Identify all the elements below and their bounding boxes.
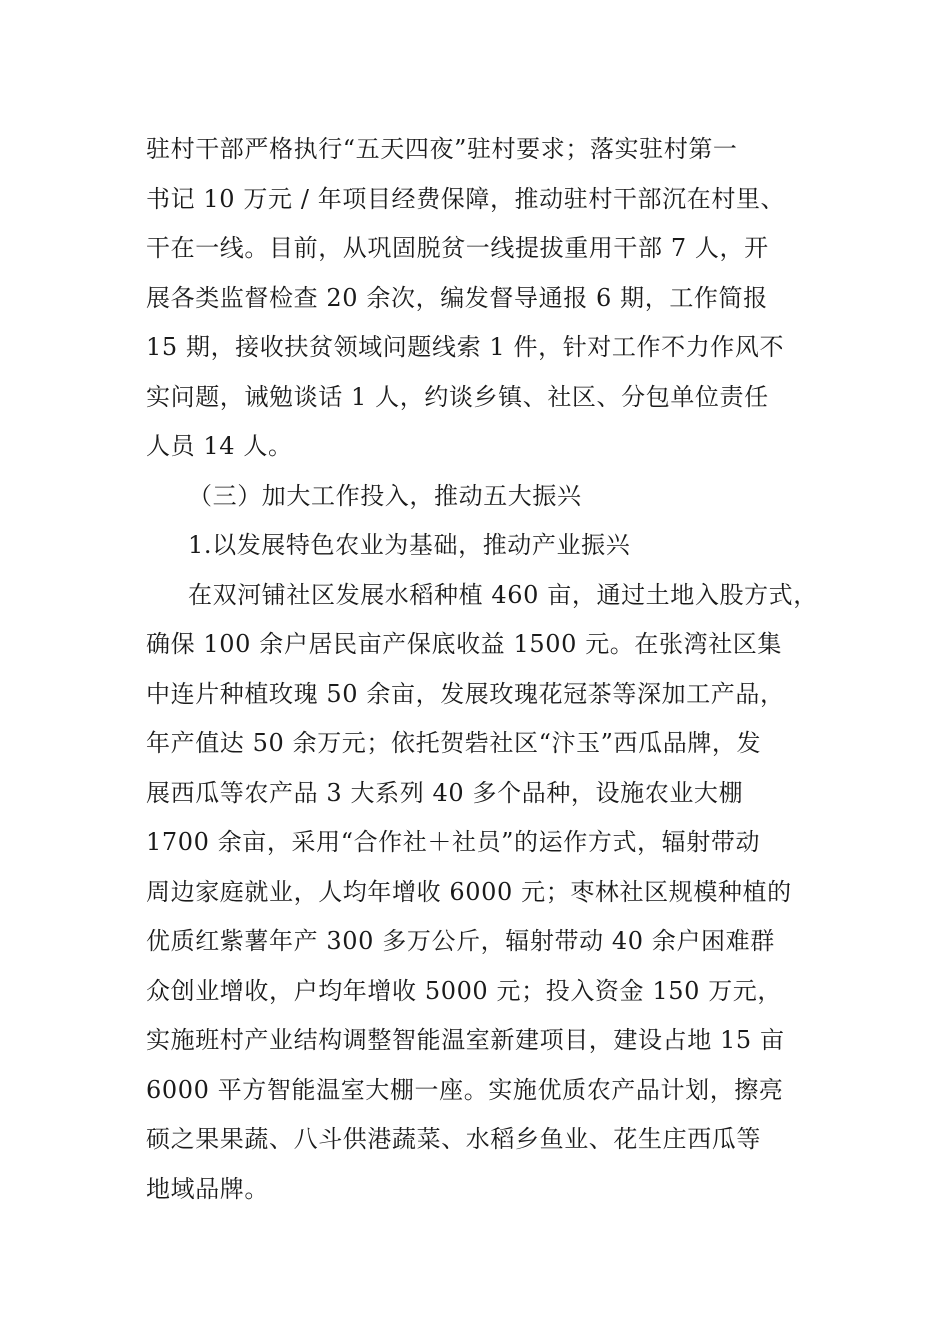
paragraph-line: 干在一线。目前，从巩固脱贫一线提拔重用干部 7 人，开 [146,234,769,262]
paragraph-line: 实施班村产业结构调整智能温室新建项目，建设占地 15 亩 [146,1026,785,1054]
paragraph-line: 人员 14 人。 [146,432,293,460]
paragraph-line: 众创业增收，户均年增收 5000 元；投入资金 150 万元， [146,976,783,1005]
paragraph-line: 地域品牌。 [146,1174,269,1203]
paragraph-line: 周边家庭就业，人均年增收 6000 元；枣林社区规模种植的 [146,877,792,906]
paragraph-line: 优质红紫薯年产 300 多万公斤，辐射带动 40 余户困难群 [146,927,775,955]
paragraph-line: 驻村干部严格执行“五天四夜”驻村要求；落实驻村第一 [146,135,738,163]
paragraph-line: 硕之果果蔬、八斗供港蔬菜、水稻乡鱼业、花生庄西瓜等 [146,1125,761,1153]
paragraph-line: 展西瓜等农产品 3 大系列 40 多个品种，设施农业大棚 [146,778,744,807]
subsection-heading: 1.以发展特色农业为基础，推动产业振兴 [188,531,631,559]
paragraph-line: 确保 100 余户居民亩产保底收益 1500 元。在张湾社区集 [146,630,783,658]
paragraph-line: 实问题，诫勉谈话 1 人，约谈乡镇、社区、分包单位责任 [146,382,769,411]
paragraph-line: 1700 余亩，采用“合作社＋社员”的运作方式，辐射带动 [146,828,761,856]
paragraph-line: 在双河铺社区发展水稻种植 460 亩，通过土地入股方式， [188,580,818,609]
section-heading: （三）加大工作投入，推动五大振兴 [188,481,582,510]
paragraph-line: 15 期，接收扶贫领域问题线索 1 件，针对工作不力作风不 [146,333,785,361]
document-body [146,125,818,1214]
paragraph-line: 6000 平方智能温室大棚一座。实施优质农产品计划，擦亮 [146,1075,784,1104]
paragraph-line: 书记 10 万元 / 年项目经费保障，推动驻村干部沉在村里、 [146,184,786,213]
paragraph-line: 中连片种植玫瑰 50 余亩，发展玫瑰花冠茶等深加工产品， [146,679,785,708]
paragraph-line: 展各类监督检查 20 余次，编发督导通报 6 期，工作简报 [146,283,768,312]
paragraph-line: 年产值达 50 余万元；依托贺砦社区“汴玉”西瓜品牌，发 [146,729,762,757]
